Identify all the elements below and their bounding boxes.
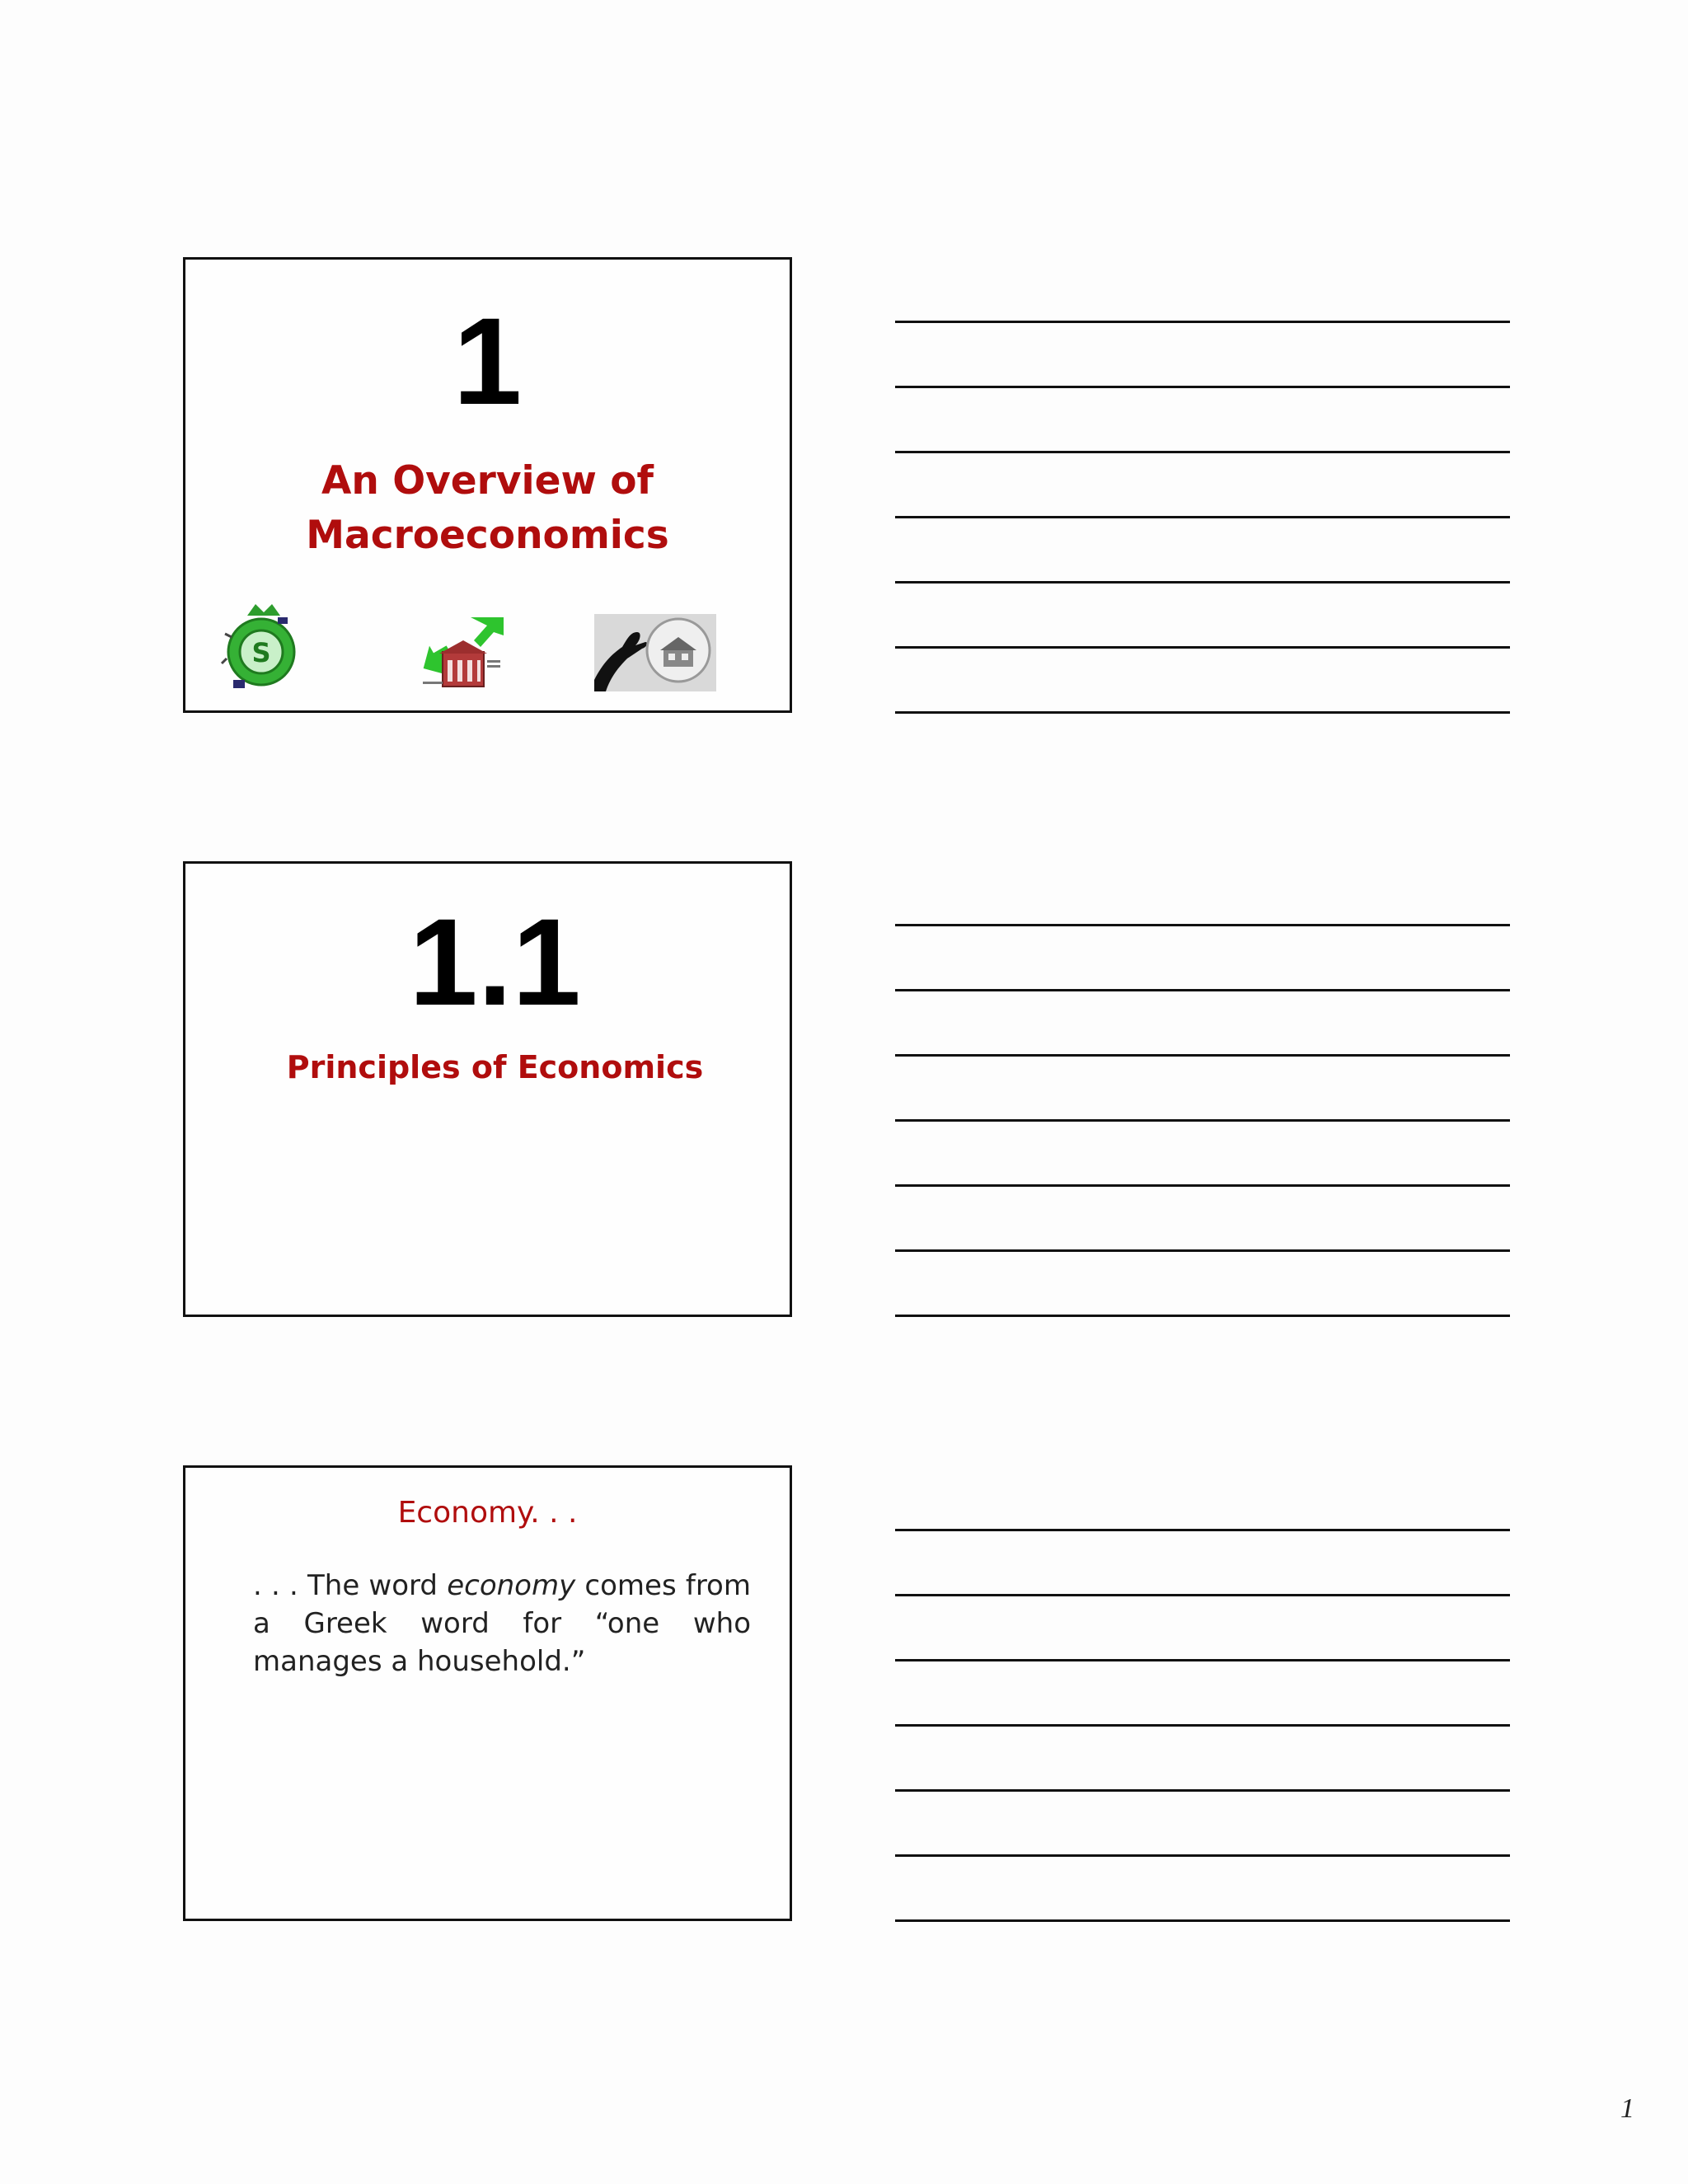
slide-title — [185, 454, 790, 563]
note-line — [895, 646, 1510, 649]
note-line — [895, 1919, 1510, 1922]
note-line — [895, 1315, 1510, 1317]
note-line — [895, 1594, 1510, 1596]
body-text-prefix: . . . The word — [253, 1569, 448, 1602]
note-line — [895, 321, 1510, 323]
hand-house-icon — [594, 614, 716, 691]
body-text-suffix: comes from a Greek word for “one who manages a household.” — [253, 1569, 751, 1678]
slide-body — [253, 1567, 751, 1680]
note-line — [895, 1854, 1510, 1857]
page-number: 1 — [1620, 2093, 1634, 2124]
note-line — [895, 989, 1510, 991]
note-line — [895, 1529, 1510, 1531]
note-line — [895, 1249, 1510, 1252]
note-line — [895, 1659, 1510, 1661]
slide-number: 1 — [452, 292, 523, 430]
note-line — [895, 711, 1510, 714]
note-line — [895, 1054, 1510, 1057]
slide-number: 1.1 — [409, 893, 581, 1031]
slide-1 — [183, 257, 792, 713]
svg-text:S: S — [251, 637, 271, 668]
note-line — [895, 924, 1510, 926]
money-bag-icon — [218, 601, 309, 696]
slide-heading: Economy. . . — [397, 1496, 578, 1530]
slide-title-line-1: An Overview of — [321, 458, 654, 504]
slide-title: Principles of Economics — [286, 1049, 704, 1085]
note-line — [895, 581, 1510, 583]
body-text-italic: economy — [447, 1569, 576, 1602]
note-line — [895, 516, 1510, 518]
note-line — [895, 1184, 1510, 1187]
note-line — [895, 386, 1510, 388]
note-line — [895, 451, 1510, 453]
bank-arrows-icon — [413, 611, 512, 693]
slide-title-line-2: Macroeconomics — [306, 513, 669, 558]
slide-2 — [183, 861, 792, 1317]
note-line — [895, 1119, 1510, 1122]
slide-3 — [183, 1465, 792, 1921]
note-line — [895, 1789, 1510, 1792]
note-line — [895, 1724, 1510, 1727]
